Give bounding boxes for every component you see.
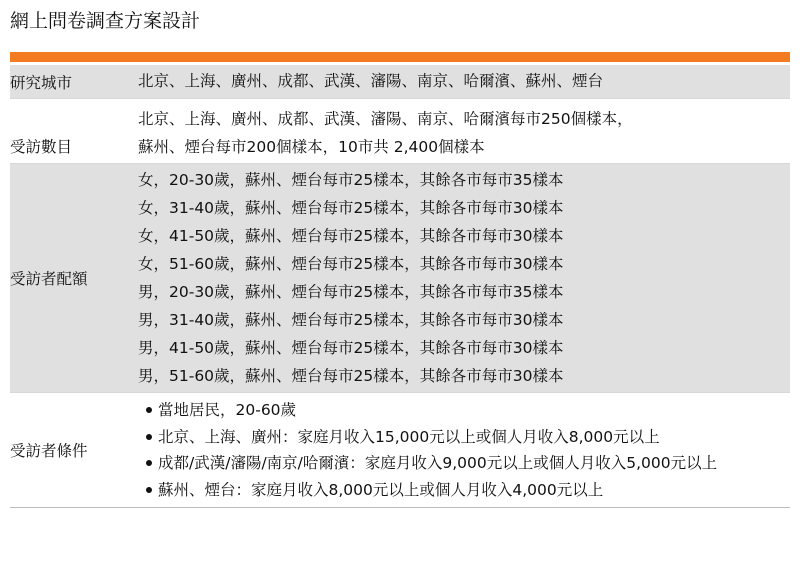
survey-design-table [10,65,790,508]
row-label: 研究城市 [10,73,73,92]
condition-text: 蘇州、煙台：家庭月收入8,000元以上或個人月收入4,000元以上 [158,480,604,499]
page-title: 網上問卷調查方案設計 [10,10,201,32]
bullet-icon [146,487,152,493]
condition-item [138,477,790,504]
table-row-sample-size [10,99,790,164]
quota-line: 男，20-30歲，蘇州、煙台每市25樣本，其餘各市每市35樣本 [138,283,564,301]
condition-item [138,397,790,424]
condition-text: 北京、上海、廣州：家庭月收入15,000元以上或個人月收入8,000元以上 [158,427,660,446]
quota-line: 女，51-60歲，蘇州、煙台每市25樣本，其餘各市每市30樣本 [138,255,564,273]
condition-text: 成都/武漢/瀋陽/南京/哈爾濱：家庭月收入9,000元以上或個人月收入5,000元以上 [158,454,718,472]
quota-line: 女，20-30歲，蘇州、煙台每市25樣本，其餘各市每市35樣本 [138,171,564,189]
row-value [138,99,790,164]
table-row-research-cities [10,65,790,99]
quota-line: 女，31-40歲，蘇州、煙台每市25樣本，其餘各市每市30樣本 [138,199,564,217]
title-accent-bar [10,52,790,62]
quota-line: 男，51-60歲，蘇州、煙台每市25樣本，其餘各市每市30樣本 [138,367,564,385]
row-value [138,393,790,508]
condition-item [138,424,790,451]
table-row-conditions [10,393,790,508]
bullet-icon [146,460,152,466]
bullet-icon [146,407,152,413]
cities-text: 北京、上海、廣州、成都、武漢、瀋陽、南京、哈爾濱、蘇州、煙台 [138,72,604,90]
quota-line: 女，41-50歲，蘇州、煙台每市25樣本，其餘各市每市30樣本 [138,227,564,245]
condition-text: 當地居民，20-60歲 [158,401,297,419]
quota-line: 男，31-40歲，蘇州、煙台每市25樣本，其餘各市每市30樣本 [138,311,564,329]
row-value [138,164,790,393]
condition-item [138,450,748,477]
sample-size-line: 北京、上海、廣州、成都、武漢、瀋陽、南京、哈爾濱每市250個樣本， [138,110,633,128]
bullet-icon [146,434,152,440]
row-label: 受訪數目 [10,138,73,156]
sample-size-line: 蘇州、煙台每市200個樣本，10市共 2,400個樣本 [138,138,485,156]
table-row-quota [10,164,790,393]
row-label: 受訪者條件 [10,442,88,460]
quota-line: 男，41-50歲，蘇州、煙台每市25樣本，其餘各市每市30樣本 [138,339,564,357]
row-label: 受訪者配額 [10,270,88,288]
row-value [138,65,790,99]
